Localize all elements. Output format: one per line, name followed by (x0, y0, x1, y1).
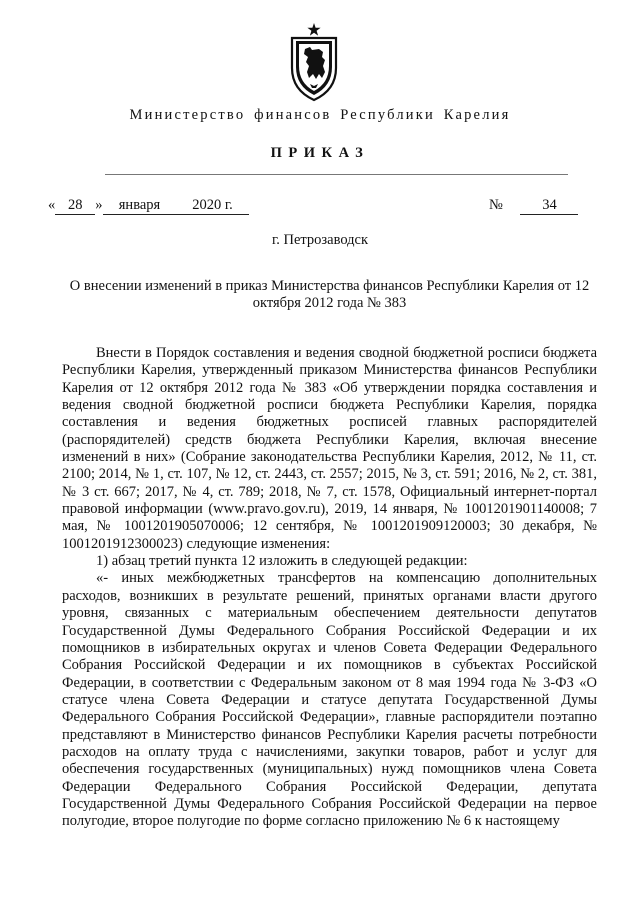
body-paragraph-item-1: 1) абзац третий пункта 12 изложить в следующей редакции: (96, 553, 468, 570)
document-date (48, 197, 248, 215)
date-day: 28 (55, 197, 95, 215)
date-month: января (103, 197, 177, 215)
body-paragraph-intro: Внести в Порядок составления и ведения сводной бюджетной росписи бюджета Республики Карелия, утвержденный приказом Министерства финансов Республики Карелия от 12 октября 2012 года № 383 «Об утверждении порядка составления и ведения сводной бюджетной росписи бюджета Республики Карелия, порядка составления и ведения бюджетных росписей главных распорядителей (распорядителей) средств бюджета Республики Карелия, включая внесение изменений в них» (Собрание законодательства Республики Карелия, 2012, № 11, ст. 2100; 2014, № 1, ст. 107, № 12, ст. 2443, ст. 2557; 2015, № 3, ст. 591; 2016, № 2, ст. 381, № 3 ст. 667; 2017, № 4, ст. 789; 2018, № 7, ст. 1578, Официальный интернет-портал правовой информации (www.pravo.gov.ru), 2019, 14 января, № 1001201901140008; 7 мая, № 1001201905070006; 12 сентября, № 1001201909120003; 30 декабря, № 1001201912300023) следующие изменения: (62, 345, 597, 552)
date-close-quote: » (95, 197, 103, 213)
number-value: 34 (520, 197, 578, 215)
city-name: г. Петрозаводск (271, 232, 369, 248)
document-type-title: ПРИКАЗ (270, 145, 370, 161)
document-subject: О внесении изменений в приказ Министерства финансов Республики Карелия от 12 октября 2012 года № 383 (69, 278, 590, 311)
ministry-name: Министерство финансов Республики Карелия (129, 107, 511, 123)
body-paragraph-quote: «- иных межбюджетных трансфертов на компенсацию дополнительных расходов, возникших в результате решений, принятых органами власти другого уровня, связанных с материальным обеспечением деятельности депутатов Государственной Думы Федерального Собрания Российской Федерации и их помощников в избирательных округах и членов Совета Федерации Федерального Собрания Российской Федерации и их помощников в субъектах Российской Федерации, в соответствии с Федеральным законом от 8 мая 1994 года № 3-ФЗ «О статусе члена Совета Федерации и статусе депутата Государственной Думы Федерального Собрания Российской Федерации», главные распорядители поэтапно представляют в Министерство финансов Республики Карелия расчеты потребности расходов на оплату труда с начислениями, закупки товаров, работ и услуг для обеспечения государственных (муниципальных) нужд помощников члена Совета Федерации Федерального Собрания Российской Федерации, депутата Государственной Думы Федерального Собрания Российской Федерации на первое полугодие, второе полугодие по форме согласно приложению № 6 к настоящему (62, 570, 597, 830)
karelia-coat-of-arms-icon (288, 22, 340, 102)
number-sign: № (489, 197, 503, 213)
document-number (489, 197, 578, 215)
header-divider (105, 174, 568, 175)
document-body (62, 345, 597, 831)
date-year: 2020 г. (177, 197, 249, 215)
date-open-quote: « (48, 197, 56, 213)
